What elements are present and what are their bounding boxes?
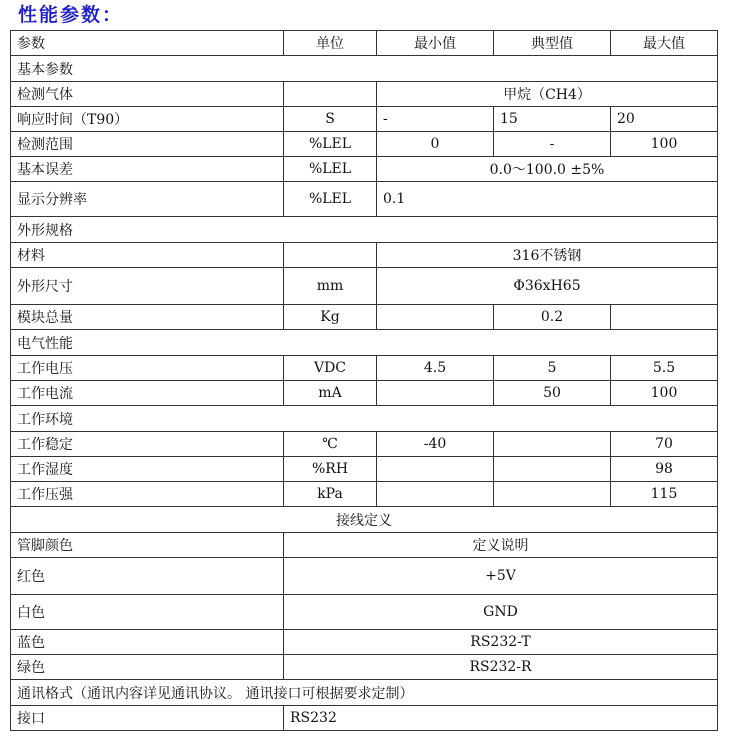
row-label: 工作电压 xyxy=(11,356,284,381)
row-unit xyxy=(284,243,377,268)
table-row xyxy=(11,457,718,482)
row-label: 基本误差 xyxy=(11,157,284,182)
wiring-row xyxy=(11,595,718,630)
page-title: 性能参数： xyxy=(18,4,124,26)
table-row xyxy=(11,157,718,182)
row-typ: 15 xyxy=(494,107,611,132)
row-value: 甲烷（CH4） xyxy=(377,82,718,107)
wiring-col-desc: 定义说明 xyxy=(284,533,718,558)
row-label: 工作稳定 xyxy=(11,432,284,457)
row-typ: 50 xyxy=(494,381,611,406)
row-max: 100 xyxy=(611,381,718,406)
section-electrical: 电气性能 xyxy=(11,330,718,356)
section-row xyxy=(11,680,718,706)
pin-desc: RS232-R xyxy=(284,655,718,680)
row-typ xyxy=(494,432,611,457)
pin-desc: GND xyxy=(284,595,718,630)
pin-color: 白色 xyxy=(11,595,284,630)
section-row xyxy=(11,406,718,432)
section-row xyxy=(11,217,718,243)
table-row xyxy=(11,356,718,381)
row-label: 材料 xyxy=(11,243,284,268)
wiring-header-row xyxy=(11,533,718,558)
row-unit: %LEL xyxy=(284,157,377,182)
section-shape: 外形规格 xyxy=(11,217,718,243)
table-row xyxy=(11,268,718,305)
row-min xyxy=(377,457,494,482)
header-param: 参数 xyxy=(11,31,284,56)
table-row xyxy=(11,182,718,217)
row-value: 0.0～100.0 ±5% xyxy=(377,157,718,182)
table-row xyxy=(11,305,718,330)
pin-desc: RS232-T xyxy=(284,630,718,655)
header-typ: 典型值 xyxy=(494,31,611,56)
row-label: 接口 xyxy=(11,706,284,731)
section-row xyxy=(11,507,718,533)
row-value: 316不锈钢 xyxy=(377,243,718,268)
row-value: Φ36xH65 xyxy=(377,268,718,305)
row-typ: - xyxy=(494,132,611,157)
row-typ: 0.2 xyxy=(494,305,611,330)
spec-table xyxy=(10,30,718,731)
row-unit: S xyxy=(284,107,377,132)
header-max: 最大值 xyxy=(611,31,718,56)
row-max: 98 xyxy=(611,457,718,482)
table-row xyxy=(11,706,718,731)
table-row xyxy=(11,132,718,157)
row-unit: ℃ xyxy=(284,432,377,457)
row-min xyxy=(377,482,494,507)
table-row xyxy=(11,243,718,268)
row-value: RS232 xyxy=(284,706,718,731)
row-min: 4.5 xyxy=(377,356,494,381)
row-label: 检测气体 xyxy=(11,82,284,107)
row-value: 0.1 xyxy=(377,182,718,217)
row-typ xyxy=(494,482,611,507)
table-row xyxy=(11,82,718,107)
row-unit: VDC xyxy=(284,356,377,381)
pin-desc: +5V xyxy=(284,558,718,595)
row-label: 外形尺寸 xyxy=(11,268,284,305)
table-row xyxy=(11,482,718,507)
row-min: 0 xyxy=(377,132,494,157)
row-unit: mA xyxy=(284,381,377,406)
pin-color: 蓝色 xyxy=(11,630,284,655)
row-unit xyxy=(284,82,377,107)
row-label: 模块总量 xyxy=(11,305,284,330)
section-comm: 通讯格式（通讯内容详见通讯协议。 通讯接口可根据要求定制） xyxy=(11,680,718,706)
table-row xyxy=(11,432,718,457)
row-label: 检测范围 xyxy=(11,132,284,157)
row-unit: Kg xyxy=(284,305,377,330)
section-environment: 工作环境 xyxy=(11,406,718,432)
wiring-col-color: 管脚颜色 xyxy=(11,533,284,558)
row-max: 100 xyxy=(611,132,718,157)
table-row xyxy=(11,107,718,132)
row-label: 工作电流 xyxy=(11,381,284,406)
pin-color: 绿色 xyxy=(11,655,284,680)
section-row xyxy=(11,330,718,356)
row-unit: %LEL xyxy=(284,182,377,217)
header-unit: 单位 xyxy=(284,31,377,56)
header-min: 最小值 xyxy=(377,31,494,56)
row-max: 115 xyxy=(611,482,718,507)
row-min xyxy=(377,381,494,406)
row-min: - xyxy=(377,107,494,132)
section-row xyxy=(11,56,718,82)
row-max: 20 xyxy=(611,107,718,132)
section-basic: 基本参数 xyxy=(11,56,718,82)
row-unit: %LEL xyxy=(284,132,377,157)
table-row xyxy=(11,381,718,406)
row-label: 响应时间（T90） xyxy=(11,107,284,132)
row-label: 工作压强 xyxy=(11,482,284,507)
row-unit: %RH xyxy=(284,457,377,482)
row-min xyxy=(377,305,494,330)
wiring-row xyxy=(11,630,718,655)
wiring-row xyxy=(11,558,718,595)
pin-color: 红色 xyxy=(11,558,284,595)
row-typ xyxy=(494,457,611,482)
row-unit: mm xyxy=(284,268,377,305)
wiring-row xyxy=(11,655,718,680)
row-label: 显示分辨率 xyxy=(11,182,284,217)
section-wiring: 接线定义 xyxy=(11,507,718,533)
row-max xyxy=(611,305,718,330)
row-max: 5.5 xyxy=(611,356,718,381)
row-unit: kPa xyxy=(284,482,377,507)
table-header-row xyxy=(11,31,718,56)
row-typ: 5 xyxy=(494,356,611,381)
row-min: -40 xyxy=(377,432,494,457)
row-label: 工作湿度 xyxy=(11,457,284,482)
row-max: 70 xyxy=(611,432,718,457)
